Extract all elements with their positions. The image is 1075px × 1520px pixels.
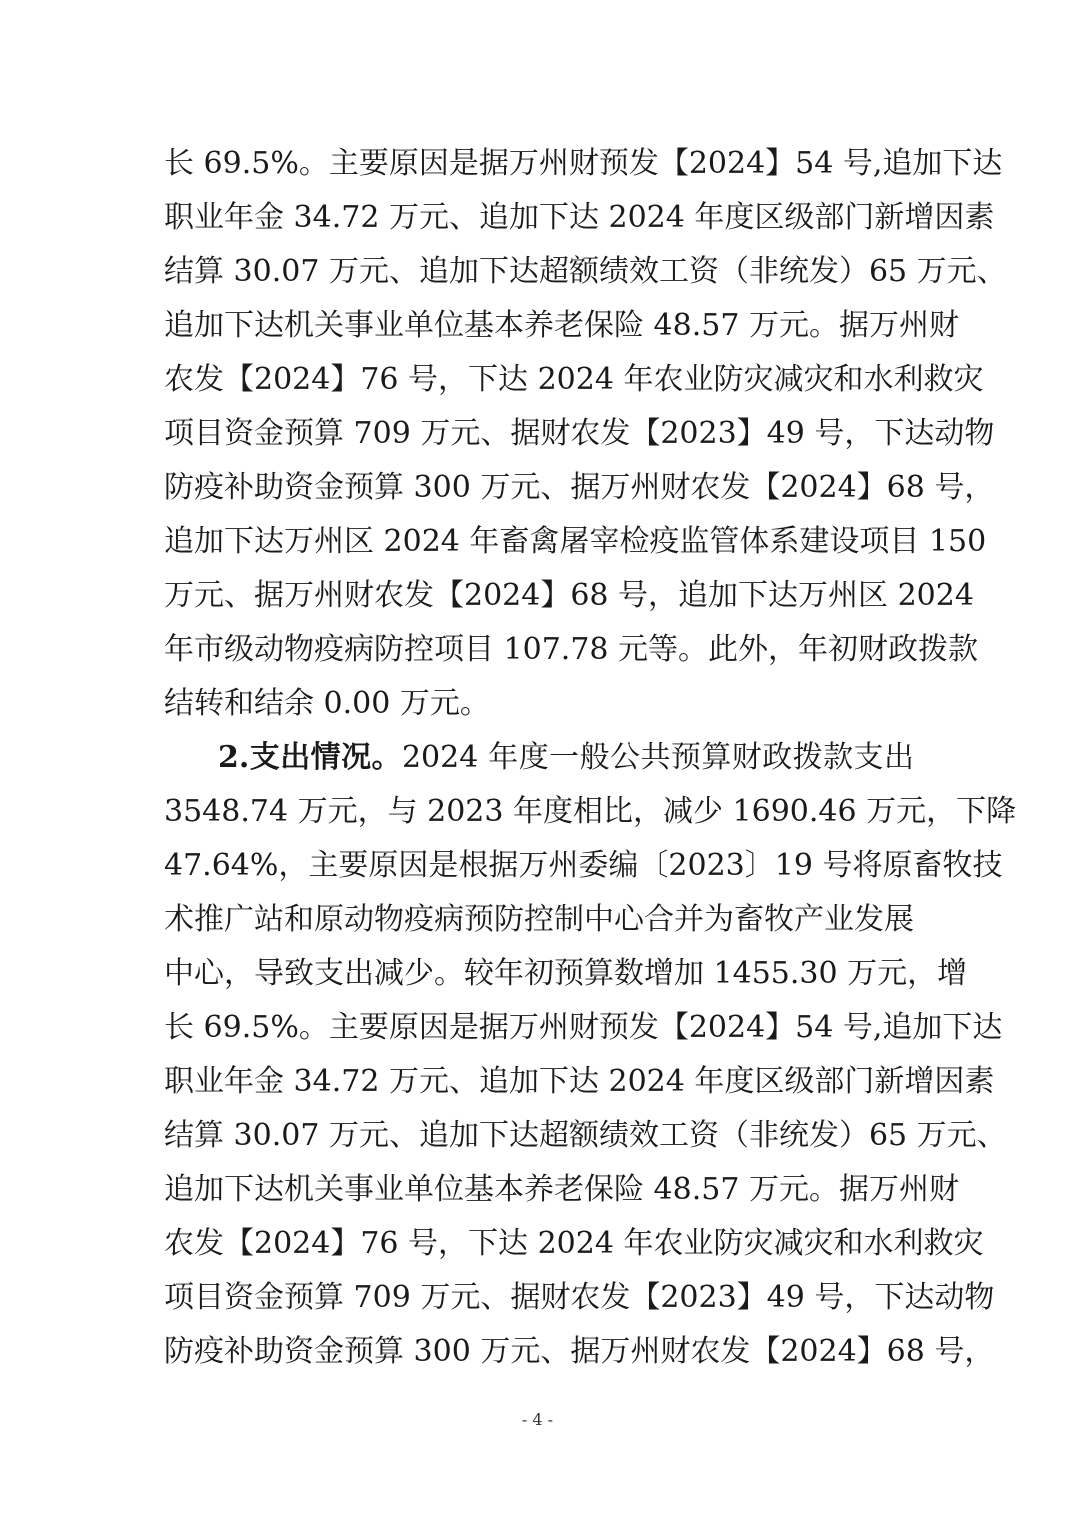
paragraph-line: 万元、据万州财农发【2024】68 号，追加下达万州区 2024: [164, 578, 974, 613]
paragraph-line: 长 69.5%。主要原因是据万州财预发【2024】54 号,追加下达: [164, 1010, 1003, 1045]
paragraph-line: 职业年金 34.72 万元、追加下达 2024 年度区级部门新增因素: [164, 1064, 995, 1099]
paragraph-line: 结算 30.07 万元、追加下达超额绩效工资（非统发）65 万元、: [164, 1118, 1007, 1153]
paragraph-line: 3548.74 万元，与 2023 年度相比，减少 1690.46 万元，下降: [164, 794, 1017, 829]
paragraph-line: 农发【2024】76 号，下达 2024 年农业防灾减灾和水利救灾: [164, 1226, 984, 1261]
paragraph-line: 追加下达机关事业单位基本养老保险 48.57 万元。据万州财: [164, 1172, 959, 1207]
paragraph-line: 追加下达万州区 2024 年畜禽屠宰检疫监管体系建设项目 150: [164, 524, 987, 559]
paragraph-line: 农发【2024】76 号，下达 2024 年农业防灾减灾和水利救灾: [164, 362, 984, 397]
paragraph-line: 项目资金预算 709 万元、据财农发【2023】49 号，下达动物: [164, 416, 995, 451]
paragraph-line: 结算 30.07 万元、追加下达超额绩效工资（非统发）65 万元、: [164, 254, 1007, 289]
section-first-line-text: 2024 年度一般公共预算财政拨款支出: [401, 740, 914, 775]
paragraph-line: 追加下达机关事业单位基本养老保险 48.57 万元。据万州财: [164, 308, 959, 343]
paragraph-line: 职业年金 34.72 万元、追加下达 2024 年度区级部门新增因素: [164, 200, 995, 235]
paragraph-line: 中心，导致支出减少。较年初预算数增加 1455.30 万元，增: [164, 956, 968, 991]
paragraph-line: 防疫补助资金预算 300 万元、据万州财农发【2024】68 号，: [164, 470, 995, 505]
paragraph-line: 长 69.5%。主要原因是据万州财预发【2024】54 号,追加下达: [164, 146, 1003, 181]
section-first-line: [218, 736, 914, 780]
paragraph-line: 防疫补助资金预算 300 万元、据万州财农发【2024】68 号，: [164, 1334, 995, 1369]
paragraph-line: 47.64%，主要原因是根据万州委编〔2023〕19 号将原畜牧技: [164, 848, 1003, 883]
paragraph-line: 术推广站和原动物疫病预防控制中心合并为畜牧产业发展: [164, 902, 914, 937]
section-heading: 2.支出情况。: [218, 740, 402, 775]
paragraph-line: 年市级动物疫病防控项目 107.78 元等。此外，年初财政拨款: [164, 632, 979, 667]
paragraph-line: 项目资金预算 709 万元、据财农发【2023】49 号，下达动物: [164, 1280, 995, 1315]
paragraph-line: 结转和结余 0.00 万元。: [164, 686, 490, 721]
page-number: - 4 -: [521, 1410, 554, 1429]
